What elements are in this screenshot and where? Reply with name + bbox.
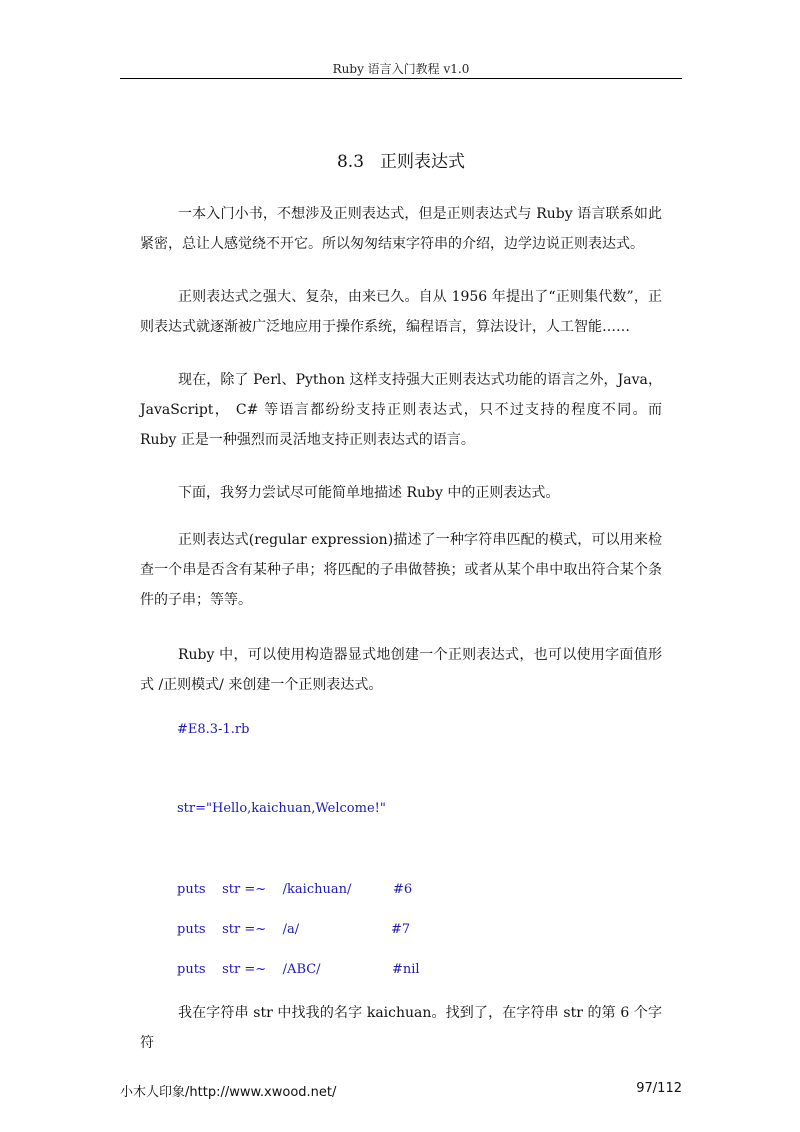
section-number: 8.3 (336, 152, 365, 172)
page-header: Ruby 语言入门教程 v1.0 (332, 62, 470, 76)
code-comment: #7 (391, 922, 411, 937)
paragraph-closing: 我在字符串 str 中找我的名字 kaichuan。找到了，在字符串 str 的第 6 个字符 (140, 1005, 662, 1051)
code-comment: #6 (393, 882, 413, 897)
paragraph-languages: 现在，除了 Perl、Python 这样支持强大正则表达式功能的语言之外，Java，JavaScript， C# 等语言都纷纷支持正则表达式，只不过支持的程度不同。而 Ruby 正是一种强烈而灵活地支持正则表达式的语言。 (140, 372, 662, 448)
paragraph-syntax: Ruby 中，可以使用构造器显式地创建一个正则表达式，也可以使用字面值形式 /正则模式/ 来创建一个正则表达式。 (140, 647, 662, 693)
header-rule (120, 78, 682, 79)
paragraph-history: 正则表达式之强大、复杂，由来已久。自从 1956 年提出了“正则集代数”，正则表达式就逐渐被广泛地应用于操作系统，编程语言，算法设计，人工智能…… (140, 289, 662, 335)
footer-page-number: 97/112 (636, 1081, 682, 1096)
code-line: puts str =~ /ABC/ (177, 962, 321, 977)
section-title (120, 147, 682, 172)
paragraph-definition: 正则表达式(regular expression)描述了一种字符串匹配的模式，可以用来检查一个串是否含有某种子串；将匹配的子串做替换；或者从某个串中取出符合某个条件的子串；等等。 (140, 532, 662, 608)
code-line: puts str =~ /kaichuan/ (177, 882, 352, 897)
code-assign: str="Hello,kaichuan,Welcome!" (177, 801, 386, 816)
footer-site: 小木人印象/http://www.xwood.net/ (120, 1085, 337, 1100)
paragraph-plan: 下面，我努力尝试尽可能简单地描述 Ruby 中的正则表达式。 (178, 485, 560, 501)
paragraph-intro: 一本入门小书，不想涉及正则表达式，但是正则表达式与 Ruby 语言联系如此紧密，总让人感觉绕不开它。所以匆匆结束字符串的介绍，边学边说正则表达式。 (140, 206, 662, 252)
code-comment: #nil (392, 962, 420, 977)
code-filename: #E8.3-1.rb (177, 722, 250, 737)
section-heading: 正则表达式 (380, 152, 466, 172)
code-line: puts str =~ /a/ (177, 922, 300, 937)
